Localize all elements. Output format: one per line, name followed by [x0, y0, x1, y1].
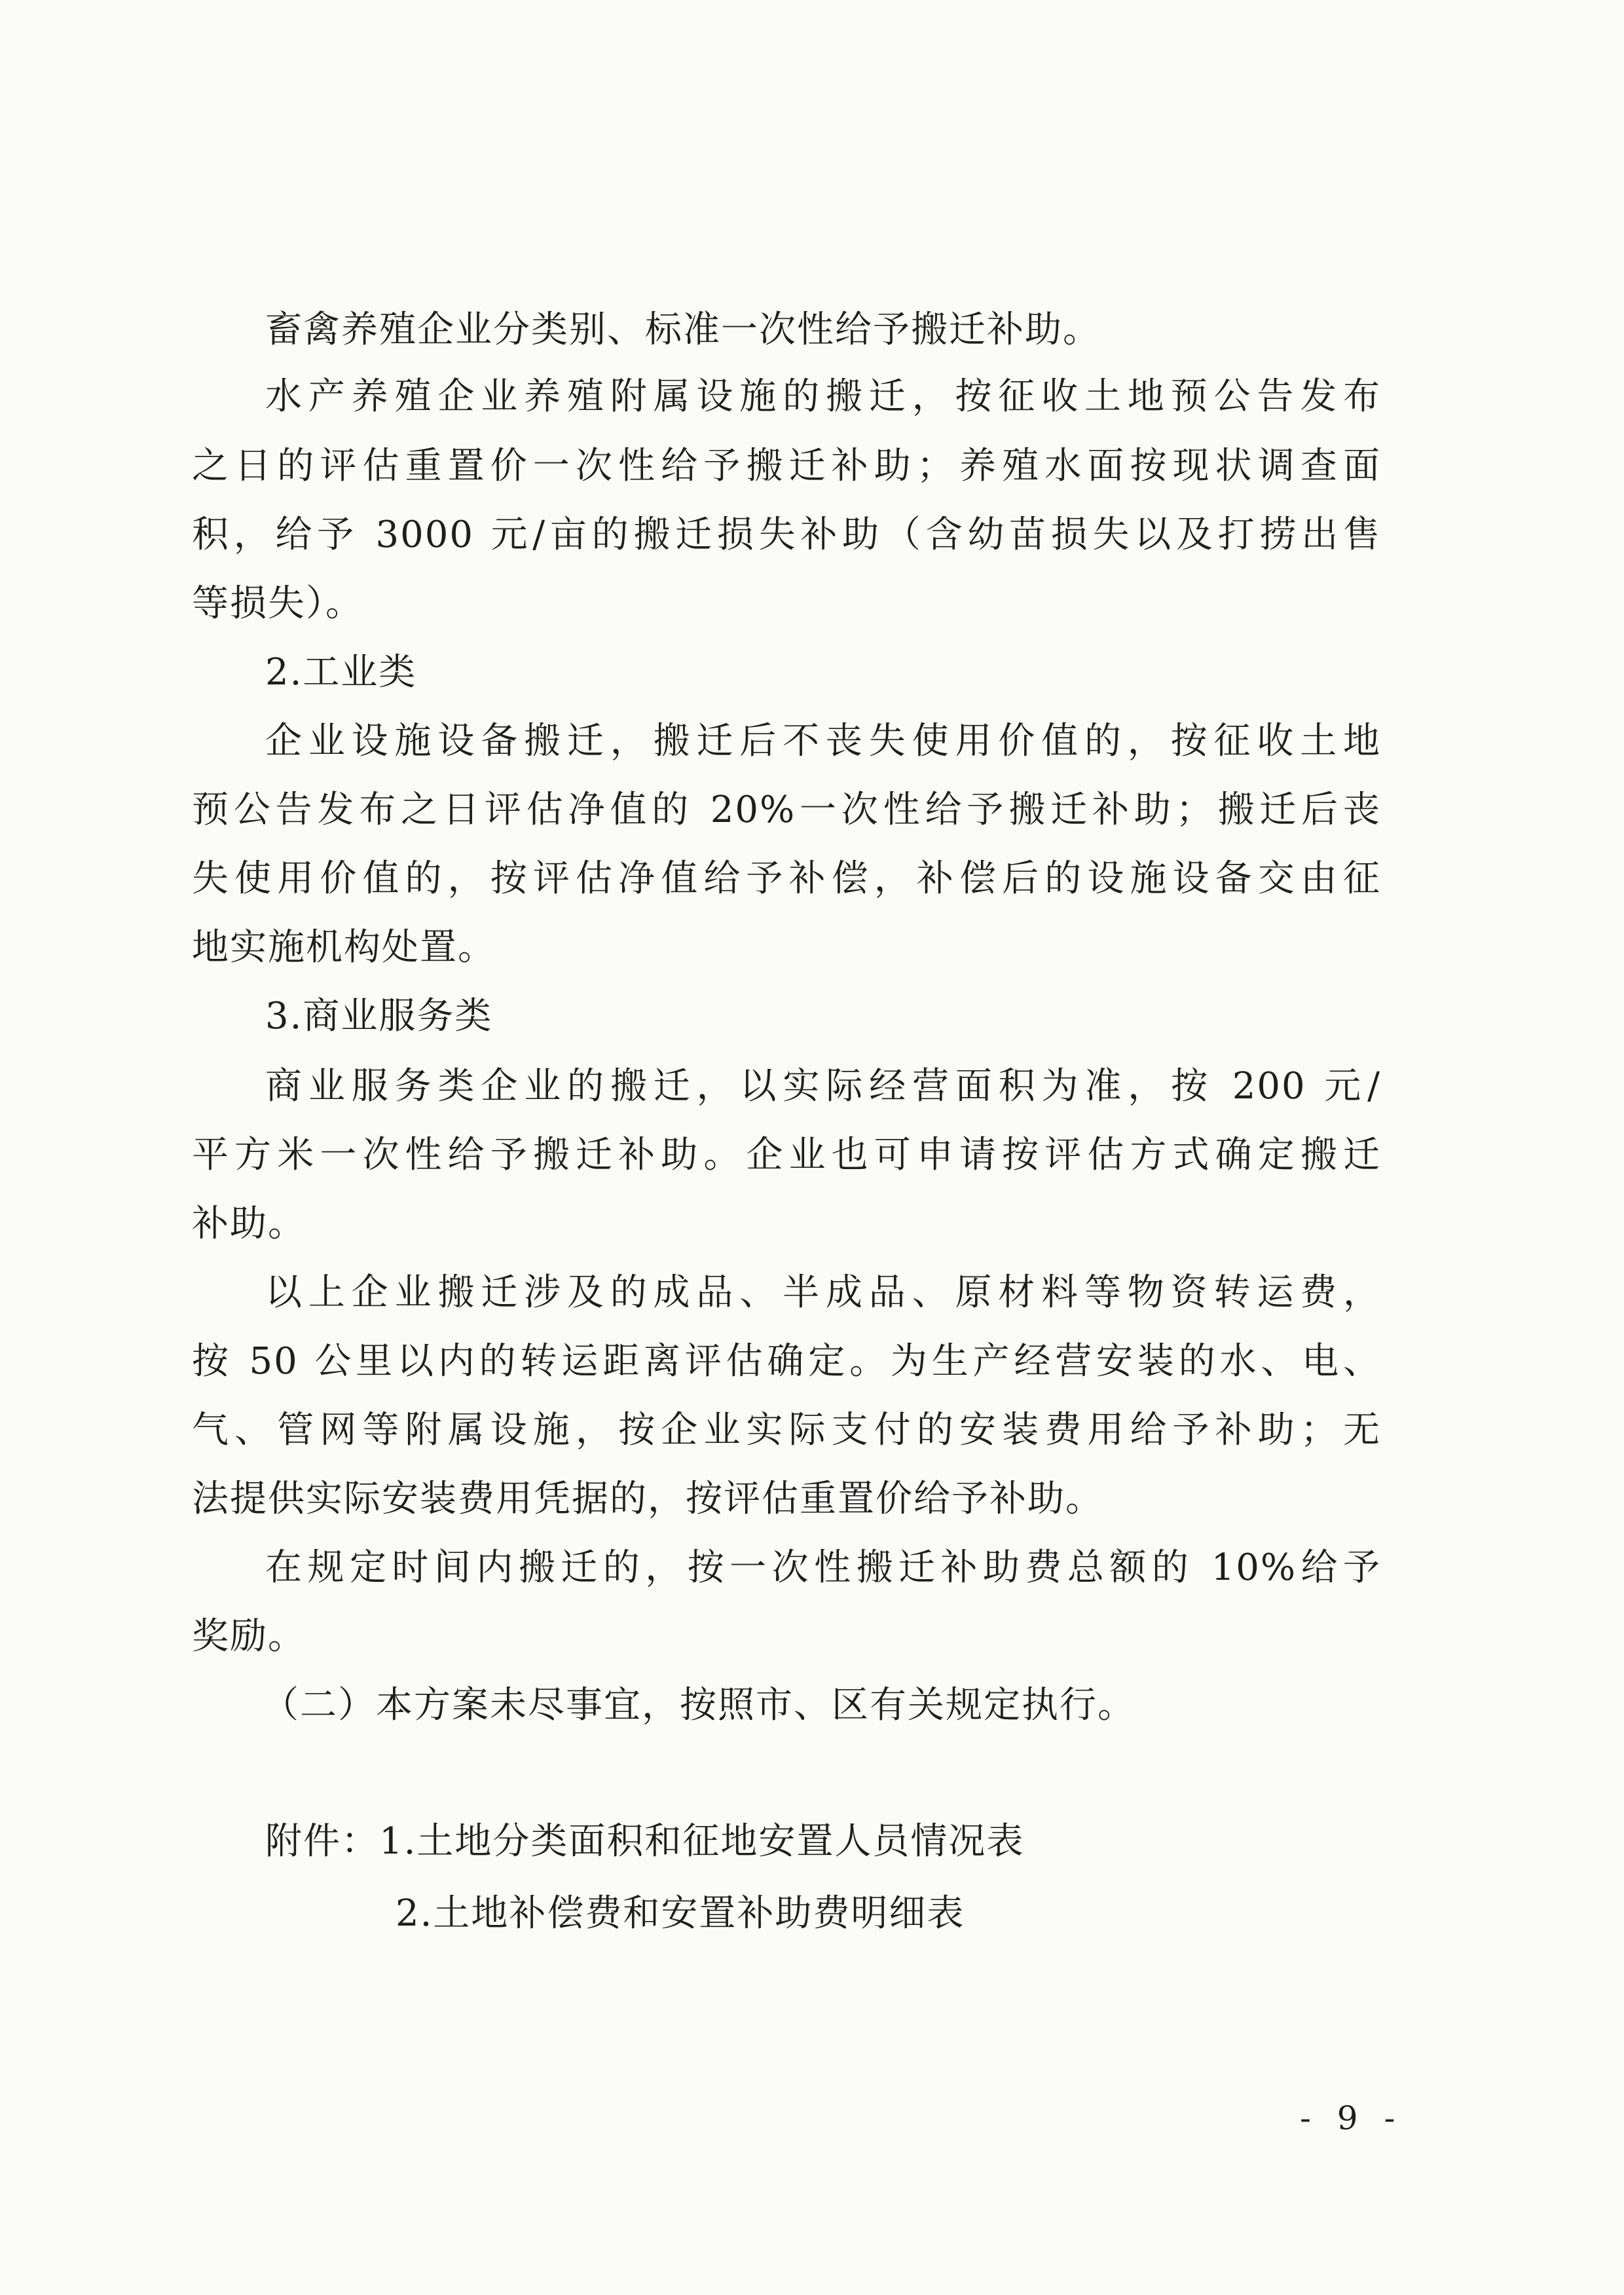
- para-line-2: 水产养殖企业养殖附属设施的搬迁，按征收土地预公告发布: [265, 375, 1381, 418]
- para-line-8: 失使用价值的，按评估净值给予补偿，补偿后的设施设备交由征: [192, 857, 1381, 900]
- para-line-5: 等损失）。: [192, 582, 363, 625]
- para-line-14: 按 50 公里以内的转运距离评估确定。为生产经营安装的水、电、: [192, 1340, 1381, 1383]
- para-line-18: 奖励。: [192, 1615, 306, 1658]
- section-heading-industry: 2.工业类: [265, 651, 417, 694]
- para-line-11: 平方米一次性给予搬迁补助。企业也可申请按评估方式确定搬迁: [192, 1134, 1381, 1176]
- para-line-9: 地实施机构处置。: [192, 926, 496, 969]
- para-line-12: 补助。: [192, 1203, 306, 1245]
- para-line-1: 畜禽养殖企业分类别、标准一次性给予搬迁补助。: [265, 308, 1101, 351]
- page-number: - 9 -: [1300, 2099, 1403, 2137]
- attachment-2: 2.土地补偿费和安置补助费明细表: [396, 1892, 965, 1935]
- para-line-10: 商业服务类企业的搬迁，以实际经营面积为准，按 200 元/: [265, 1065, 1381, 1108]
- para-line-13: 以上企业搬迁涉及的成品、半成品、原材料等物资转运费，: [265, 1271, 1381, 1314]
- section-heading-commerce: 3.商业服务类: [265, 995, 493, 1037]
- para-line-7: 预公告发布之日评估净值的 20%一次性给予搬迁补助；搬迁后丧: [192, 789, 1381, 831]
- para-line-17: 在规定时间内搬迁的，按一次性搬迁补助费总额的 10%给予: [265, 1546, 1381, 1589]
- section-heading-two: （二）本方案未尽事宜，按照市、区有关规定执行。: [262, 1684, 1135, 1726]
- para-line-16: 法提供实际安装费用凭据的，按评估重置价给予补助。: [192, 1478, 1103, 1520]
- para-line-4: 积，给予 3000 元/亩的搬迁损失补助（含幼苗损失以及打捞出售: [192, 513, 1381, 556]
- attachment-1: 附件：1.土地分类面积和征地安置人员情况表: [265, 1820, 1025, 1863]
- para-line-6: 企业设施设备搬迁，搬迁后不丧失使用价值的，按征收土地: [265, 720, 1381, 762]
- para-line-3: 之日的评估重置价一次性给予搬迁补助；养殖水面按现状调查面: [192, 445, 1381, 487]
- para-line-15: 气、管网等附属设施，按企业实际支付的安装费用给予补助；无: [192, 1409, 1381, 1451]
